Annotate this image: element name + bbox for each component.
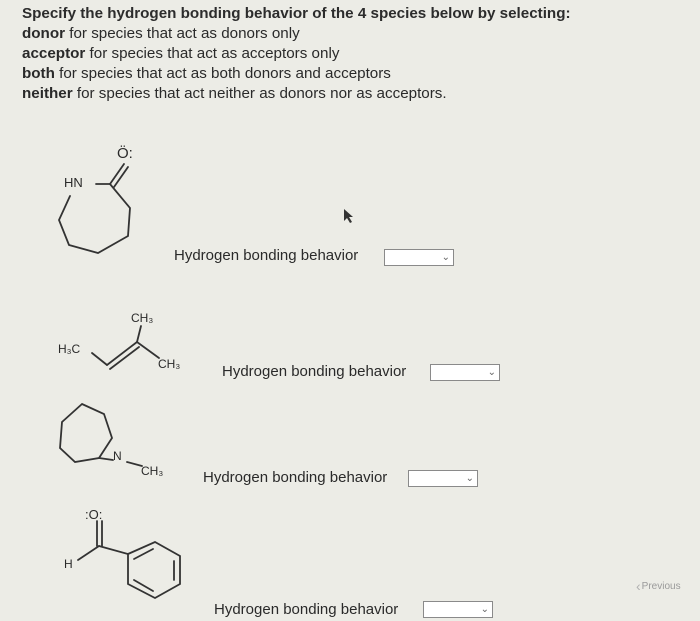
species-2-h3c-label: H₃C (58, 342, 81, 356)
species-4-oxygen-label: :O: (85, 507, 103, 522)
species-2-label: Hydrogen bonding behavior (222, 363, 407, 380)
chevron-down-icon: ⌄ (465, 473, 474, 484)
species-4-h-label: H (64, 557, 73, 571)
species-2-structure (92, 326, 159, 369)
species-4-structure (78, 521, 180, 598)
species-2-select[interactable] (430, 364, 500, 381)
species-3-select[interactable] (408, 470, 478, 487)
species-1-select[interactable] (384, 249, 454, 266)
species-1-label: Hydrogen bonding behavior (174, 247, 359, 264)
species-3-nitrogen-label: N (113, 449, 122, 463)
chevron-down-icon: ⌄ (441, 252, 450, 263)
species-1-nh-label: HN (64, 175, 83, 190)
instruction-donor-text: for species that act as donors only (65, 25, 300, 42)
instructions-heading: Specify the hydrogen bonding behavior of the 4 species below by selecting: (22, 5, 571, 22)
instruction-acceptor-text: for species that act as acceptors only (85, 45, 340, 62)
species-2-ch3-right-label: CH₃ (158, 357, 181, 371)
species-2-ch3-top-label: CH₃ (131, 311, 154, 325)
previous-label: Previous (641, 580, 681, 592)
chevron-down-icon: ⌄ (487, 367, 496, 378)
species-1-oxygen-label: Ö: (117, 145, 133, 162)
keyword-both: both (22, 65, 55, 82)
species-3-structure (60, 404, 142, 466)
chevron-left-icon: ‹ (636, 578, 641, 594)
species-3-ch3-label: CH₃ (141, 464, 164, 478)
species-4-select[interactable] (423, 601, 493, 618)
species-4-label: Hydrogen bonding behavior (214, 601, 399, 618)
species-3-label: Hydrogen bonding behavior (203, 469, 388, 486)
instruction-neither-text: for species that act neither as donors nor as acceptors. (72, 85, 447, 102)
keyword-donor: donor (22, 25, 66, 42)
instruction-both-text: for species that act as both donors and acceptors (54, 65, 391, 82)
keyword-neither: neither (22, 85, 73, 102)
keyword-acceptor: acceptor (22, 45, 86, 62)
previous-button[interactable] (636, 578, 681, 594)
mouse-cursor-icon (342, 207, 356, 225)
chevron-down-icon: ⌄ (480, 604, 489, 615)
